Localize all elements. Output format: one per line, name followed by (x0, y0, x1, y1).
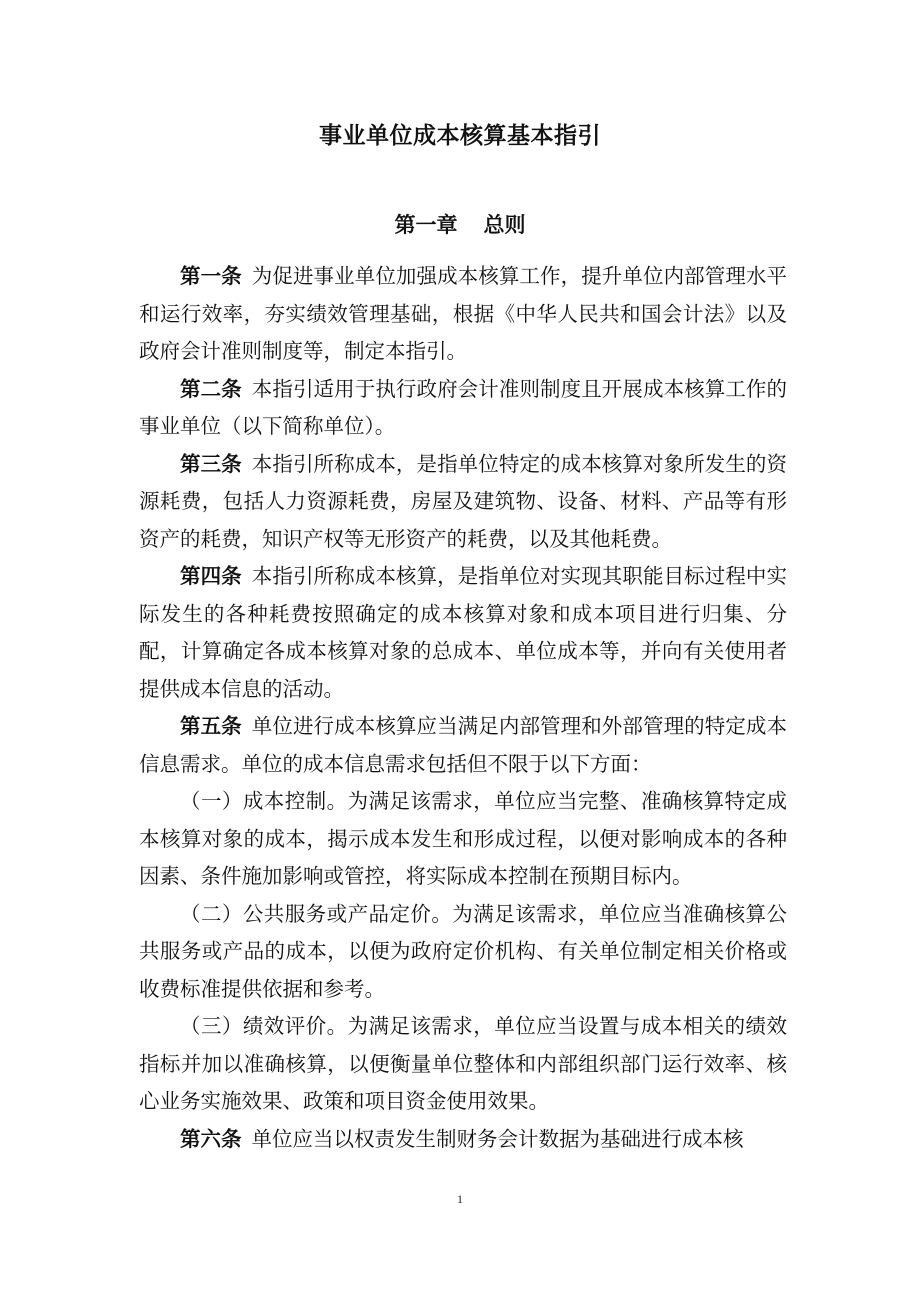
article-label: 第五条 (180, 714, 242, 738)
article-label: 第四条 (180, 564, 242, 588)
article-2 (139, 371, 787, 446)
page-number: 1 (457, 1192, 463, 1206)
article-text: 为促进事业单位加强成本核算工作，提升单位内部管理水平和运行效率，夯实绩效管理基础，根据《中华人民共和国会计法》以及政府会计准则制度等，制定本指引。 (139, 264, 788, 363)
article-text: （三）绩效评价。为满足该需求，单位应当设置与成本相关的绩效指标并加以准确核算，以便衡量单位整体和内部组织部门运行效率、核心业务实施效果、政策和项目资金使用效果。 (139, 1014, 787, 1113)
document-title: 事业单位成本核算基本指引 (319, 123, 601, 149)
article-label: 第六条 (180, 1126, 242, 1151)
article-text: 本指引所称成本，是指单位特定的成本核算对象所发生的资源耗费，包括人力资源耗费，房屋及建筑物、设备、材料、产品等有形资产的耗费，知识产权等无形资产的耗费，以及其他耗费。 (139, 451, 788, 551)
article-label: 第一条 (180, 264, 242, 288)
article-4 (139, 558, 787, 708)
chapter-number: 第一章 (394, 213, 458, 237)
document-body (139, 258, 787, 1158)
article-1 (139, 258, 787, 371)
article-text: （一）成本控制。为满足该需求，单位应当完整、准确核算特定成本核算对象的成本，揭示成本发生和形成过程，以便对影响成本的各种因素、条件施加影响或管控，将实际成本控制在预期目标内。 (139, 789, 787, 888)
article-label: 第三条 (180, 451, 242, 476)
article-text: 单位应当以权责发生制财务会计数据为基础进行成本核 (251, 1126, 744, 1151)
article-text: 本指引适用于执行政府会计准则制度且开展成本核算工作的事业单位（以下简称单位）。 (139, 376, 788, 438)
article-label: 第二条 (180, 376, 242, 401)
chapter-name: 总则 (483, 213, 526, 237)
article-text: 本指引所称成本核算，是指单位对实现其职能目标过程中实际发生的各种耗费按照确定的成本核算对象和成本项目进行归集、分配，计算确定各成本核算对象的总成本、单位成本等，并向有关使用者提供成本信息的活动。 (139, 564, 788, 701)
article-5-item-1 (139, 783, 787, 896)
article-6 (139, 1121, 787, 1159)
article-text: 单位进行成本核算应当满足内部管理和外部管理的特定成本信息需求。单位的成本信息需求包括但不限于以下方面： (139, 714, 788, 776)
article-3 (139, 446, 787, 559)
chapter-heading (0, 209, 920, 239)
article-5 (139, 708, 787, 783)
article-5-item-2 (139, 896, 787, 1009)
article-5-item-3 (139, 1008, 787, 1121)
article-text: （二）公共服务或产品定价。为满足该需求，单位应当准确核算公共服务或产品的成本，以便为政府定价机构、有关单位制定相关价格或收费标准提供依据和参考。 (139, 901, 787, 1001)
